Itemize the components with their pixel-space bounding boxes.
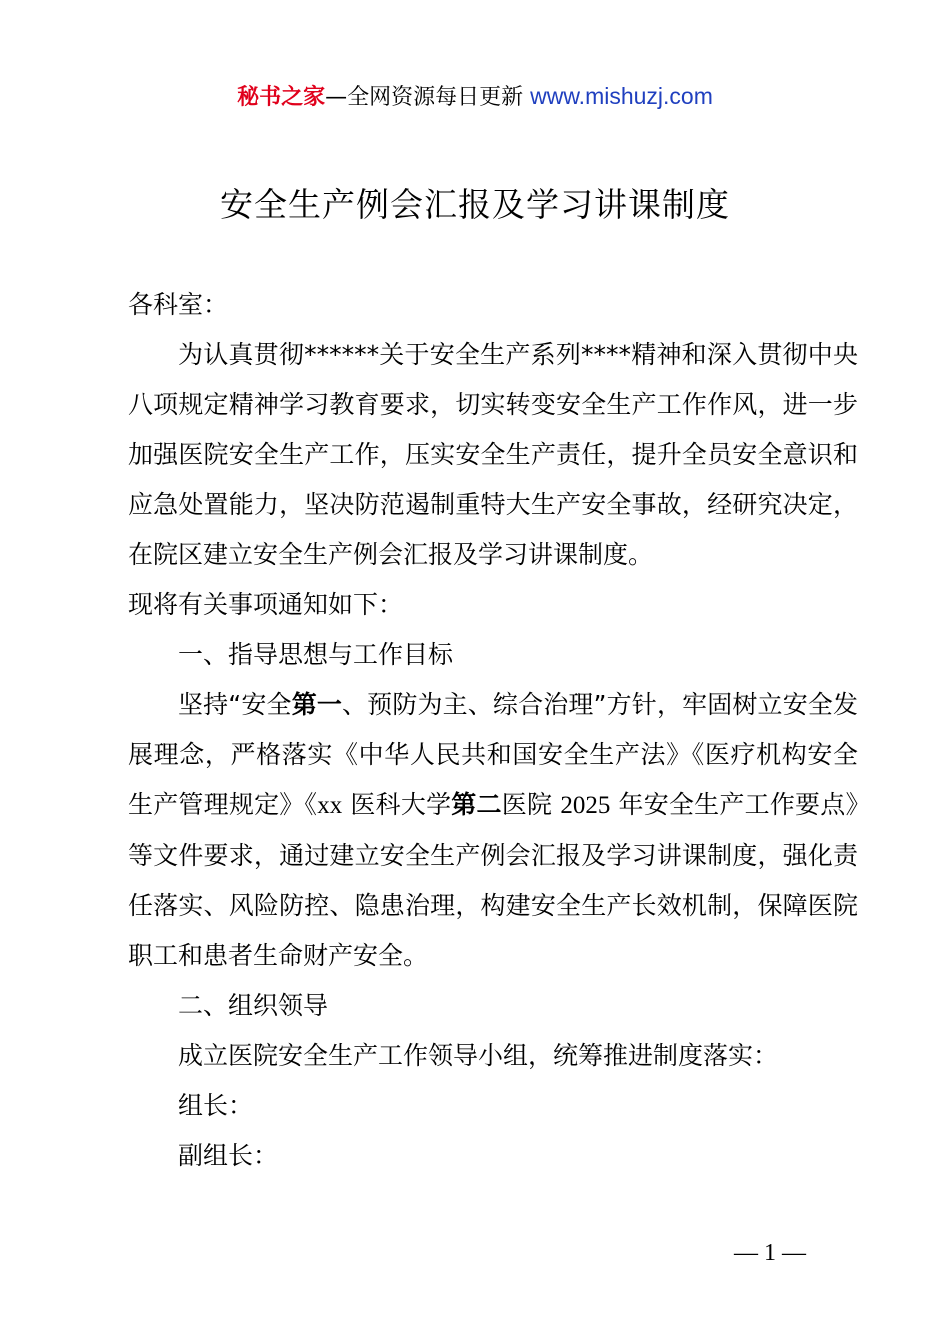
brand-name: 秘书之家	[237, 85, 326, 110]
deputy-leader-label: 副组长：	[178, 1141, 279, 1170]
section-paragraph-2: 成立医院安全生产工作领导小组，统筹推进制度落实：	[178, 1041, 779, 1070]
text-run: 年安全生产工作要点》等文件要求，通过建立安全生产例会汇报及学习讲课制度，强化责任落实、风险防控、隐患治理，构建安全生产长效机制，保障医院职工和患者生命财产安全。	[128, 790, 858, 970]
page-number: — 1 —	[734, 1240, 806, 1266]
site-header	[0, 80, 950, 114]
text-run: 坚持“安全	[178, 690, 292, 719]
emphasis-text: 第一	[291, 690, 343, 719]
site-tagline: —全网资源每日更新	[325, 85, 531, 110]
text-run-latin: xx	[317, 792, 343, 819]
site-url-link[interactable]: www.mishuzj.com	[530, 83, 713, 109]
document-title: 安全生产例会汇报及学习讲课制度	[220, 185, 730, 224]
section-heading-2: 二、组织领导	[178, 991, 329, 1020]
section-paragraph-1	[128, 680, 858, 981]
text-run: 医院	[501, 790, 561, 819]
section-heading-1: 一、指导思想与工作目标	[178, 640, 454, 669]
text-run: 医科大学	[342, 790, 452, 819]
document-body	[128, 280, 858, 1181]
intro-continuation: 现将有关事项通知如下：	[128, 590, 404, 619]
text-run: 、预防为主、综合治理”方针，牢固树立安全发展理念，严格落实《中华人民共和国安全生产法》《医疗机构安全生产管理规定》《	[128, 690, 858, 819]
emphasis-text: 第二	[451, 790, 502, 819]
leader-label: 组长：	[178, 1091, 254, 1120]
intro-paragraph: 为认真贯彻******关于安全生产系列****精神和深入贯彻中央八项规定精神学习教育要求，切实转变安全生产工作作风，进一步加强医院安全生产工作，压实安全生产责任，提升全员安全意识和应急处置能力，坚决防范遏制重特大生产安全事故，经研究决定，在院区建立安全生产例会汇报及学习讲课制度。	[128, 340, 858, 569]
text-run-latin: 2025	[560, 792, 611, 819]
salutation: 各科室：	[128, 290, 229, 319]
